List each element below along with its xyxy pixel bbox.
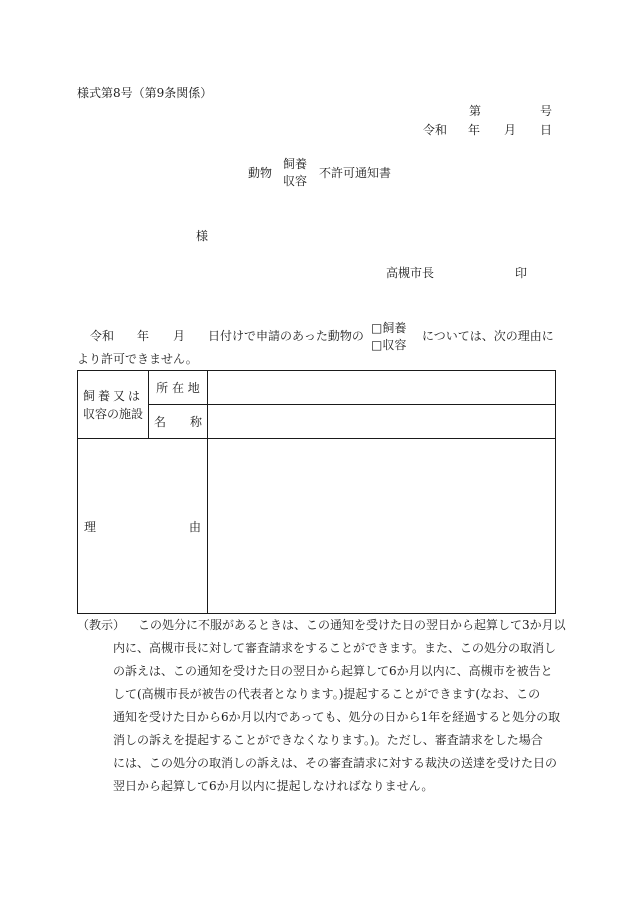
reason-label-a: 理 (84, 519, 97, 534)
note-line: 消しの訴えを提起することができなくなります。)。ただし、審査請求をした場合 (113, 733, 543, 747)
body-year: 年 (137, 329, 150, 343)
doc-number-go: 号 (540, 104, 553, 118)
addressee-suffix: 様 (196, 229, 209, 243)
location-value[interactable] (208, 371, 556, 405)
facility-table (77, 370, 556, 614)
checkbox-housing[interactable]: □収容 (371, 338, 407, 352)
issuer-name: 高槻市長 (386, 266, 435, 280)
date-day: 日 (540, 123, 553, 137)
note-label: （教示） (77, 618, 126, 632)
title-suffix: 不許可通知書 (319, 166, 392, 180)
date-era: 令和 (423, 123, 448, 137)
title-option-housing: 収容 (283, 174, 308, 188)
note-line: この処分に不服があるときは、この通知を受けた日の翌日から起算して3か月以 (138, 618, 566, 632)
title-option-feeding: 飼養 (283, 157, 308, 171)
facility-label-cell (78, 371, 149, 439)
name-label-b: 称 (189, 415, 202, 429)
facility-label-line-2: 収容の施設 (82, 406, 143, 421)
reason-label-cell (78, 439, 208, 614)
body-text-2: については、次の理由に (422, 329, 554, 343)
location-label: 所 在 地 (149, 371, 208, 405)
name-value[interactable] (208, 405, 556, 439)
note-line: には、この処分の取消しの訴えは、その審査請求に対する裁決の送達を受けた日の (113, 756, 558, 770)
note-line: 内に、高槻市長に対して審査請求をすることができます。また、この処分の取消し (113, 641, 557, 655)
note-line: 翌日から起算して6か月以内に提起しなければなりません。 (113, 779, 434, 793)
note-line: して(高槻市長が被告の代表者となります。)提起することができます(なお、この (113, 687, 541, 701)
note-line: の訴えは、この通知を受けた日の翌日から起算して6か月以内に、高槻市を被告と (113, 664, 553, 678)
facility-label-line-1: 飼養又は (82, 388, 143, 403)
title-options (283, 156, 307, 190)
body-era: 令和 (90, 329, 115, 343)
title-prefix: 動物 (248, 166, 273, 180)
name-label-a: 名 (154, 415, 167, 429)
body-checkboxes (371, 320, 406, 354)
name-label-cell (149, 405, 208, 439)
doc-number-dai: 第 (469, 104, 482, 118)
reason-label-b: 由 (188, 519, 201, 534)
issuer-seal: 印 (515, 266, 528, 280)
body-month: 月 (173, 329, 186, 343)
date-month: 月 (504, 123, 517, 137)
date-year: 年 (468, 123, 481, 137)
body-text-1: 日付けで申請のあった動物の (208, 329, 364, 343)
note-line: 通知を受けた日から6か月以内であっても、処分の日から1年を経過すると処分の取 (113, 710, 561, 724)
form-id: 様式第8号（第9条関係） (77, 86, 213, 100)
body-line-2: より許可できません。 (77, 352, 198, 366)
reason-value[interactable] (208, 439, 556, 614)
checkbox-feeding[interactable]: □飼養 (371, 321, 407, 335)
